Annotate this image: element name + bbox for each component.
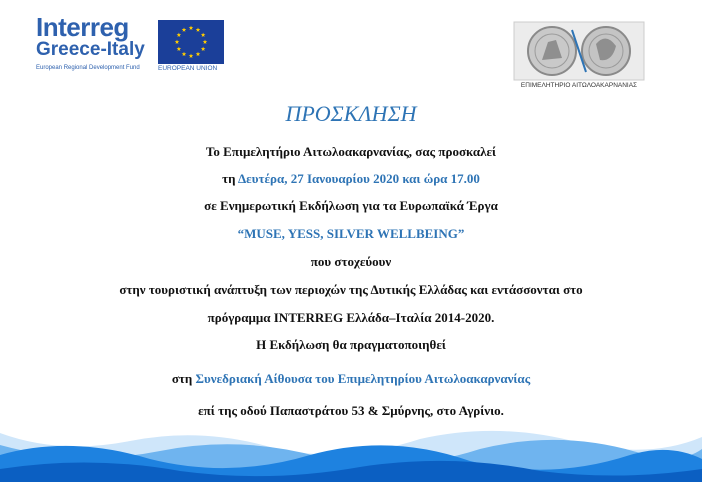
program-line: πρόγραμμα INTERREG Ελλάδα–Ιταλία 2014-2020. — [207, 310, 495, 325]
venue-name: Συνεδριακή Αίθουσα του Επιμελητηρίου Αιτωλοακαρνανίας — [195, 371, 531, 386]
event-description-line: σε Ενημερωτική Εκδήλωση για τα Ευρωπαϊκά Έργα — [204, 198, 498, 213]
project-names: “MUSE, YESS, SILVER WELLBEING” — [237, 226, 465, 241]
eu-flag-icon — [158, 20, 224, 64]
chamber-label: ΕΠΙΜΕΛΗΤΗΡΙΟ ΑΙΤΩΛΟΑΚΑΡΝΑΝΙΑΣ — [520, 82, 638, 89]
venue-prefix: στη — [171, 371, 193, 386]
event-date: Δευτέρα, 27 Ιανουαρίου 2020 και ώρα 17.00 — [238, 171, 480, 186]
address-line: επί της οδού Παπαστράτου 53 & Σμύρνης, στο Αγρίνιο. — [198, 403, 504, 418]
interreg-fund-label: European Regional Development Fund — [36, 65, 140, 71]
date-line — [0, 171, 702, 187]
tourism-line: στην τουριστική ανάπτυξη των περιοχών της Δυτικής Ελλάδας και εντάσσονται στο — [119, 282, 583, 297]
eu-label: EUROPEAN UNION — [158, 65, 218, 72]
decorative-waves — [0, 425, 702, 482]
venue-line — [0, 371, 702, 387]
purpose-line: που στοχεύουν — [310, 254, 392, 269]
invitation-title: ΠΡΟΣΚΛΗΣΗ — [285, 101, 417, 126]
interreg-brand-name: Interreg — [36, 12, 129, 42]
interreg-program-name: Greece-Italy — [36, 39, 145, 60]
date-prefix: τη — [222, 171, 236, 186]
venue-intro-line: Η Εκδήλωση θα πραγματοποιηθεί — [256, 337, 446, 352]
host-line: Το Επιμελητήριο Αιτωλοακαρνανίας, σας προσκαλεί — [205, 144, 497, 159]
